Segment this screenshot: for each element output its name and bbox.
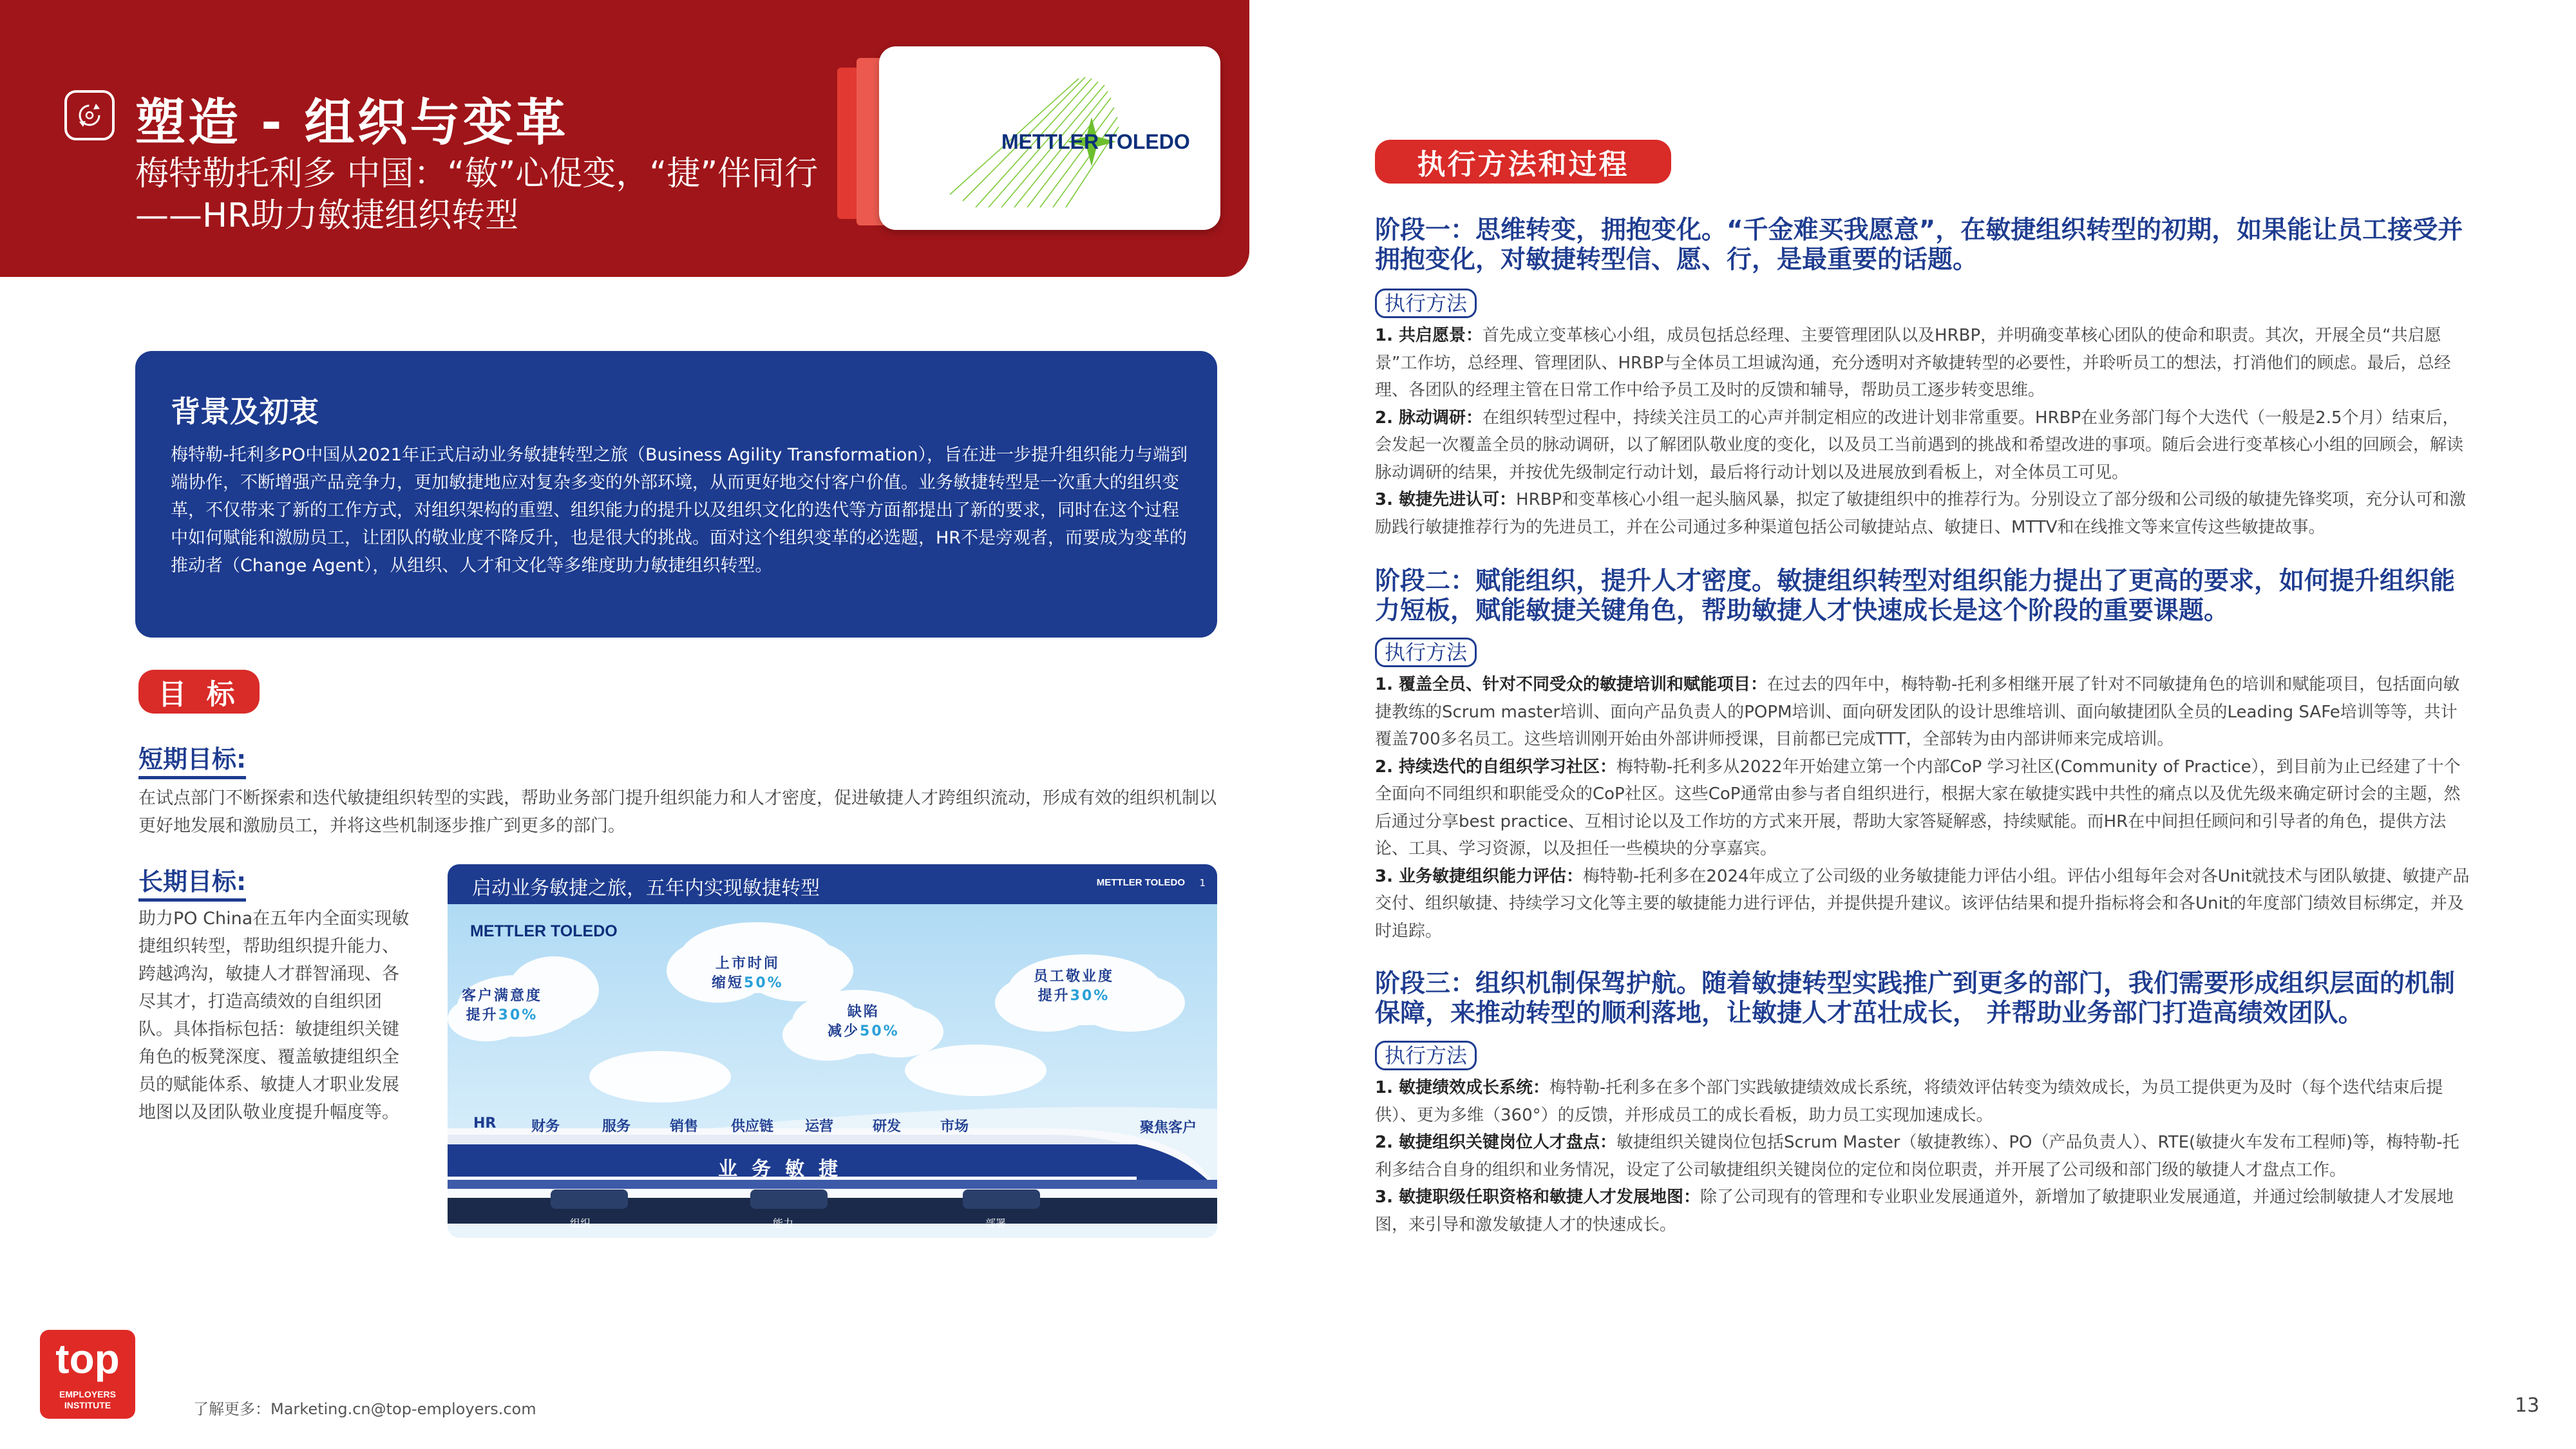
illustration-banner-number: 1 bbox=[1199, 877, 1206, 889]
wheel-label: 部署 bbox=[985, 1217, 1007, 1229]
illustration-banner-brand: METTLER TOLEDO bbox=[1096, 877, 1185, 888]
clouds-and-train-graphic bbox=[448, 864, 1217, 1238]
stage-1-title: 阶段一：思维转变，拥抱变化。“千金难买我愿意”，在敏捷组织转型的初期，如果能让员工接受并拥抱变化，对敏捷转型信、愿、行，是最重要的话题。 bbox=[1375, 216, 2463, 274]
department-label: 服务 bbox=[602, 1119, 631, 1135]
stage-3-method-tag: 执行方法 bbox=[1375, 1041, 1477, 1070]
stage-1-item-3: 3. 敏捷先进认可：HRBP和变革核心小组一起头脑风暴，拟定了敏捷组织中的推荐行为。分别设立了部分级和公司级的敏捷先锋奖项，充分认可和激励践行敏捷推荐行为的先进员工，并在公司通过多种渠道包括公司敏捷站点、敏捷日、MTTV和在线推文等来宣传这些敏捷故事。 bbox=[1375, 490, 2467, 537]
goals-label: 目 标 bbox=[138, 670, 260, 714]
long-term-goal-title: 长期目标: bbox=[138, 862, 246, 902]
stage-2-method-tag: 执行方法 bbox=[1375, 638, 1477, 667]
logo-wordmark: METTLER TOLEDO bbox=[1001, 130, 1190, 153]
mettler-toledo-logo-card bbox=[879, 46, 1220, 230]
department-label: 研发 bbox=[873, 1119, 902, 1135]
footer-contact[interactable]: 了解更多：Marketing.cn@top-employers.com bbox=[193, 1400, 536, 1418]
cloud-label-customer-satisfaction: 客户满意度 提升30% bbox=[462, 988, 543, 1023]
short-term-goal-title: 短期目标: bbox=[138, 739, 246, 779]
page-subtitle: 梅特勒托利多 中国：“敏”心促变，“捷”伴同行——HR助力敏捷组织转型 bbox=[135, 155, 819, 235]
stage-2-item-3: 3. 业务敏捷组织能力评估：梅特勒-托利多在2024年成立了公司级的业务敏捷能力评估小组。评估小组每年会对各Unit就技术与团队敏捷、敏捷产品交付、组织敏捷、持续学习文化等主要的敏捷能力进行评估，并提供提升建议。该评估结果和提升指标将会和各Unit的年度部门绩效目标绑定，并及时追踪。 bbox=[1375, 866, 2470, 941]
department-label: 市场 bbox=[940, 1119, 969, 1135]
top-employers-logo: top EMPLOYERS INSTITUTE bbox=[40, 1330, 135, 1419]
background-title: 背景及初衷 bbox=[171, 394, 319, 429]
stage-2-title: 阶段二：赋能组织，提升人才密度。敏捷组织转型对组织能力提出了更高的要求，如何提升组织能力短板，赋能敏捷关键角色，帮助敏捷人才快速成长是这个阶段的重要课题。 bbox=[1375, 567, 2456, 625]
refresh-cycle-icon bbox=[64, 90, 115, 140]
stage-3-item-2: 2. 敏捷组织关键岗位人才盘点：敏捷组织关键岗位包括Scrum Master（敏捷教练）、PO（产品负责人）、RTE(敏捷火车发布工程师)等，梅特勒-托利多结合自身的组织和业务情况，设定了公司敏捷组织关键岗位的定位和岗位职责，并开展了公司级和部门级的敏捷人才盘点工作。 bbox=[1375, 1133, 2459, 1180]
stage-2-body bbox=[1375, 671, 2470, 945]
background-body: 梅特勒-托利多PO中国从2021年正式启动业务敏捷转型之旅（Business Agility Transformation），旨在进一步提升组织能力与端到端协作，不断增强产品竞争力，更加敏捷地应对复杂多变的外部环境，从而更好地交付客户价值。业务敏捷转型是一次重大的组织变革，不仅带来了新的工作方式，对组织架构的重塑、组织能力的提升以及组织文化的迭代等方面都提出了新的要求，同时在这个过程中如何赋能和激励员工，让团队的敬业度不降反升，也是很大的挑战。面对这个组织变革的必选题，HR不是旁观者，而要成为变革的推动者（Change Agent），从组织、人才和文化等多维度助力敏捷组织转型。 bbox=[171, 445, 1188, 576]
stage-3-body bbox=[1375, 1074, 2470, 1238]
method-label: 执行方法和过程 bbox=[1375, 140, 1671, 184]
wheel-label: 组织 bbox=[570, 1217, 591, 1229]
cloud-label-employee-engagement: 员工敬业度 提升30% bbox=[1034, 969, 1115, 1004]
stage-3-item-1: 1. 敏捷绩效成长系统：梅特勒-托利多在多个部门实践敏捷绩效成长系统，将绩效评估转变为绩效成长，为员工提供更为及时（每个迭代结束后提供）、更为多维（360°）的反馈，并形成员工的成长看板，助力员工实现加速成长。 bbox=[1375, 1078, 2443, 1125]
page-title: 塑造 - 组织与变革 bbox=[135, 94, 569, 152]
agile-train-illustration bbox=[448, 864, 1217, 1238]
stage-1-body bbox=[1375, 322, 2470, 541]
department-label: 销售 bbox=[670, 1119, 699, 1135]
illustration-banner-title: 启动业务敏捷之旅，五年内实现敏捷转型 bbox=[472, 877, 820, 900]
stage-1-item-1: 1. 共启愿景：首先成立变革核心小组，成员包括总经理、主要管理团队以及HRBP，并明确变革核心团队的使命和职责。其次，开展全员“共启愿景”工作坊，总经理、管理团队、HRBP与全体员工坦诚沟通，充分透明对齐敏捷转型的必要性，并聆听员工的想法，打消他们的顾虑。最后，总经理、各团队的经理主管在日常工作中给予员工及时的反馈和辅导，帮助员工逐步转变思维。 bbox=[1375, 326, 2451, 400]
background-card bbox=[135, 351, 1217, 638]
stage-3-title: 阶段三：组织机制保驾护航。随着敏捷转型实践推广到更多的部门，我们需要形成组织层面的机制保障，来推动转型的顺利落地，让敏捷人才茁壮成长， 并帮助业务部门打造高绩效团队。 bbox=[1375, 969, 2456, 1028]
wheel-label: 能力 bbox=[773, 1217, 794, 1229]
stage-3-item-3: 3. 敏捷职级任职资格和敏捷人才发展地图：除了公司现有的管理和专业职业发展通道外，新增加了敏捷职业发展通道，并通过绘制敏捷人才发展地图，来引导和激发敏捷人才的快速成长。 bbox=[1375, 1188, 2454, 1235]
stage-2-item-2: 2. 持续迭代的自组织学习社区：梅特勒-托利多从2022年开始建立第一个内部CoP 学习社区(Community of Practice），到目前为止已经建了十个全面向不同组织和职能受众的CoP社区。这些CoP通常由参与者自组织进行，根据大家在敏捷实践中共性的痛点以及优先级来确定研讨会的主题，然后通过分享best practice、互相讨论以及工作坊的方式来开展，帮助大家答疑解惑，持续赋能。而HR在中间担任顾问和引导者的角色，提供方法论、工具、学习资源，以及担任一些模块的分享嘉宾。 bbox=[1375, 757, 2461, 858]
department-label: HR bbox=[473, 1115, 497, 1132]
cloud-label-time-to-market: 上市时间 缩短50% bbox=[712, 956, 784, 991]
cloud-label-defects: 缺陷 减少50% bbox=[828, 1004, 900, 1039]
department-label: 财务 bbox=[531, 1119, 560, 1135]
business-agility-label: 业务敏捷 bbox=[718, 1158, 852, 1180]
illustration-brand: METTLER TOLEDO bbox=[470, 922, 618, 940]
stage-2-item-1: 1. 覆盖全员、针对不同受众的敏捷培训和赋能项目：在过去的四年中，梅特勒-托利多相继开展了针对不同敏捷角色的培训和赋能项目，包括面向敏捷教练的Scrum master培训、面向产品负责人的POPM培训、面向研发团队的设计思维培训、面向敏捷团队全员的Leading SAFe培训等等，共计覆盖700多名员工。这些培训刚开始由外部讲师授课，目前都已完成TTT，全部转为由内部讲师来完成培训。 bbox=[1375, 675, 2460, 749]
department-label: 运营 bbox=[805, 1119, 834, 1135]
long-term-goal-body: 助力PO China在五年内全面实现敏捷组织转型，帮助组织提升能力、跨越鸿沟，敏捷人才群智涌现、各尽其才，打造高绩效的自组织团队。具体指标包括：敏捷组织关键角色的板凳深度、覆盖敏捷组织全员的赋能体系、敏捷人才职业发展地图以及团队敬业度提升幅度等。 bbox=[138, 909, 410, 1122]
stage-1-item-2: 2. 脉动调研：在组织转型过程中，持续关注员工的心声并制定相应的改进计划非常重要。HRBP在业务部门每个大迭代（一般是2.5个月）结束后，会发起一次覆盖全员的脉动调研，以了解团队敬业度的变化，以及员工当前遇到的挑战和希望改进的事项。随后会进行变革核心小组的回顾会，解读脉动调研的结果，并按优先级制定行动计划，最后将行动计划以及进展放到看板上，对全体员工可见。 bbox=[1375, 408, 2464, 482]
short-term-goal-body: 在试点部门不断探索和迭代敏捷组织转型的实践，帮助业务部门提升组织能力和人才密度，促进敏捷人才跨组织流动，形成有效的组织机制以更好地发展和激励员工，并将这些机制逐步推广到更多的部门。 bbox=[138, 788, 1217, 836]
focus-customer-label: 聚焦客户 bbox=[1140, 1120, 1197, 1136]
department-label: 供应链 bbox=[731, 1119, 774, 1135]
stage-1-method-tag: 执行方法 bbox=[1375, 289, 1477, 318]
page-number: 13 bbox=[2515, 1394, 2540, 1417]
